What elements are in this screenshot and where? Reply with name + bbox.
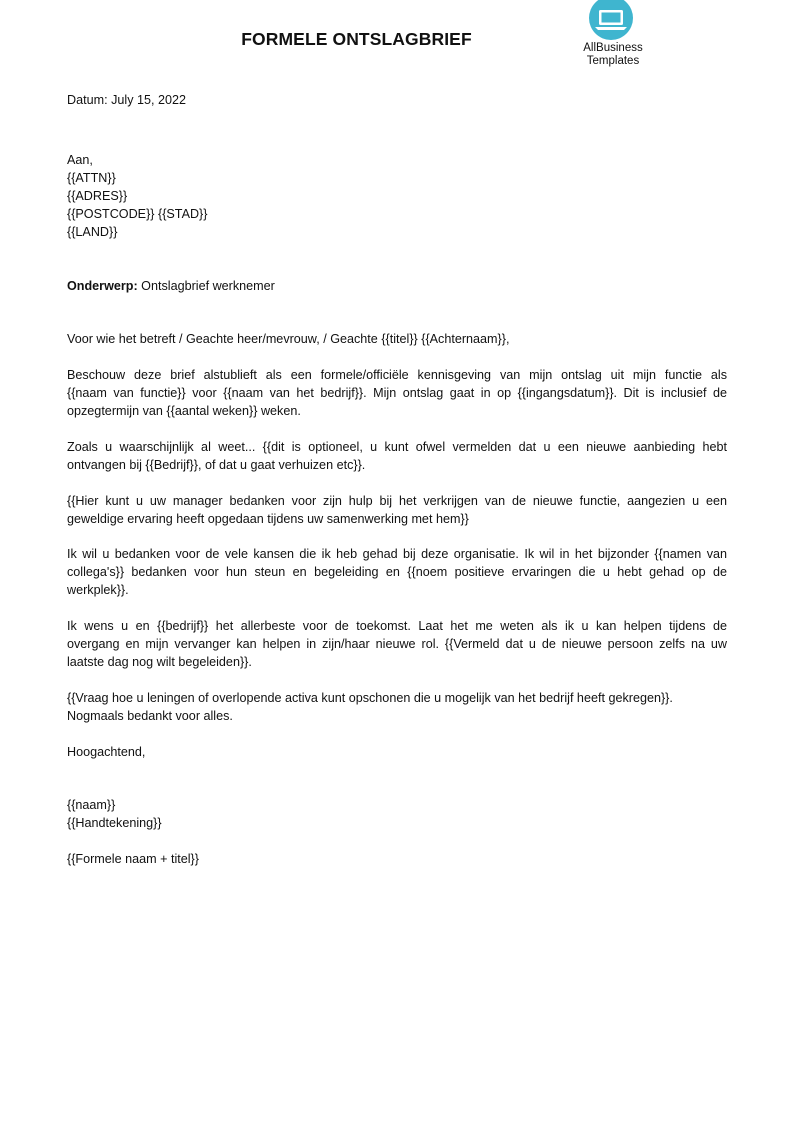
signature-formal-name: {{Formele naam + titel}}	[67, 852, 199, 866]
address-land: {{LAND}}	[67, 225, 118, 239]
signature-handtekening: {{Handtekening}}	[67, 816, 162, 830]
logo-text-line1: AllBusiness	[583, 42, 643, 54]
address-salutation: Aan,	[67, 153, 93, 167]
laptop-icon	[589, 0, 633, 40]
subject-value: Ontslagbrief werknemer	[137, 279, 275, 293]
paragraph-6-line: {{Vraag hoe u leningen of overlopende activa kunt opschonen die u mogelijk van het bedrijf heeft gekregen}}.	[67, 691, 673, 705]
paragraph-5-line: laatste dag nog wilt begeleiden}}.	[67, 655, 252, 669]
recipient-address	[67, 151, 727, 241]
subject-label: Onderwerp:	[67, 279, 138, 293]
paragraph-6-line: Nogmaals bedankt voor alles.	[67, 709, 233, 723]
paragraph-1-line: {{naam van functie}} voor {{naam van het bedrijf}}. Mijn ontslag gaat in op {{ingangsdatum}}. Dit is inclusief de	[67, 386, 727, 400]
paragraph-2-line: Zoals u waarschijnlijk al weet... {{dit is optioneel, u kunt ofwel vermelden dat u een nieuwe aanbieding hebt	[67, 440, 727, 454]
address-postcode-stad: {{POSTCODE}} {{STAD}}	[67, 207, 208, 221]
paragraph-4-line: collega's}} bedanken voor hun steun en begeleiding en {{noem positieve ervaringen die u hebt gehad op de	[67, 565, 727, 579]
paragraph-4-line: Ik wil u bedanken voor de vele kansen die ik heb gehad bij deze organisatie. Ik wil in het bijzonder {{namen van	[67, 547, 727, 561]
paragraph-1-line: opzegtermijn van {{aantal weken}} weken.	[67, 404, 301, 418]
address-adres: {{ADRES}}	[67, 189, 128, 203]
signature-block	[67, 796, 727, 832]
paragraph-3-line: {{Hier kunt u uw manager bedanken voor zijn hulp bij het verkrijgen van de nieuwe functie, aangezien u een	[67, 494, 727, 508]
paragraph-1-line: Beschouw deze brief alstublieft als een formele/officiële kennisgeving van mijn ontslag uit mijn functie als	[67, 368, 727, 382]
paragraph-3-line: geweldige ervaring heeft opgedaan tijdens uw samenwerking met hem}}	[67, 512, 469, 526]
paragraph-4-line: werkplek}}.	[67, 583, 129, 597]
logo-text-line2: Templates	[586, 55, 640, 67]
closing: Hoogachtend,	[67, 745, 146, 759]
paragraph-1	[67, 366, 727, 420]
paragraph-5-line: overgang en mijn vervanger kan helpen in zijn/haar nieuwe rol. {{Vermeld dat u de nieuwe persoon zelfs na uw	[67, 637, 727, 651]
paragraph-6	[67, 689, 727, 725]
paragraph-2-line: ontvangen bij {{Bedrijf}}, of dat u gaat verhuizen etc}}.	[67, 458, 366, 472]
page-title: FORMELE ONTSLAGBRIEF	[241, 29, 472, 49]
greeting: Voor wie het betreft / Geachte heer/mevrouw, / Geachte {{titel}} {{Achternaam}},	[67, 332, 510, 346]
subject-line	[67, 277, 727, 295]
paragraph-5	[67, 617, 727, 671]
paragraph-2	[67, 438, 727, 474]
address-attn: {{ATTN}}	[67, 171, 116, 185]
allbusiness-templates-logo	[572, 0, 654, 70]
signature-name: {{naam}}	[67, 798, 116, 812]
paragraph-3	[67, 492, 727, 528]
paragraph-5-line: Ik wens u en {{bedrijf}} het allerbeste voor de toekomst. Laat het me weten als ik u kan helpen tijdens de	[67, 619, 727, 633]
paragraph-4	[67, 545, 727, 599]
date-line: Datum: July 15, 2022	[67, 93, 187, 107]
